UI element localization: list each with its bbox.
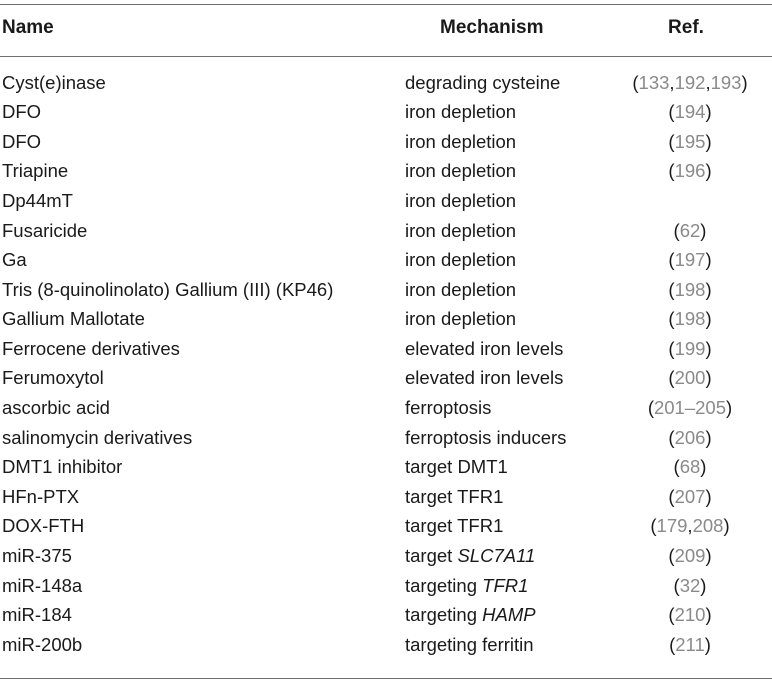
cell-mechanism: [405, 512, 600, 542]
cell-mechanism: [405, 364, 600, 394]
table-row: [0, 542, 772, 572]
table-row: [0, 453, 772, 483]
cell-ref: (206): [668, 426, 712, 448]
cell-ref: (209): [668, 545, 712, 567]
table-row: [0, 246, 772, 276]
mechanism-text: target TFR1: [405, 515, 504, 537]
table-row: [0, 601, 772, 631]
cell-ref: (201–205): [647, 397, 733, 419]
ref-separator: ,: [669, 71, 675, 93]
mechanism-text: elevated iron levels: [405, 337, 564, 359]
cell-mechanism: [405, 601, 600, 631]
ref-link[interactable]: 207: [674, 485, 706, 507]
cell-mechanism: [405, 127, 600, 157]
cell-mechanism: [405, 305, 600, 335]
table-row: [0, 305, 772, 335]
cell-name: miR-375: [2, 545, 72, 567]
table-row: [0, 423, 772, 453]
table-row: [0, 127, 772, 157]
header-row: [0, 0, 772, 56]
mechanism-text: iron depletion: [405, 101, 517, 123]
table-row: [0, 394, 772, 424]
cell-ref: (133,192,193): [632, 71, 748, 93]
cell-mechanism: [405, 571, 600, 601]
bottom-rule: [0, 678, 772, 679]
mechanism-text: iron depletion: [405, 130, 517, 152]
cell-mechanism: [405, 482, 600, 512]
cell-mechanism: [405, 98, 600, 128]
cell-mechanism: [405, 157, 600, 187]
cell-ref: (211): [669, 633, 711, 655]
table-row: [0, 364, 772, 394]
table-row: [0, 216, 772, 246]
mechanism-text: iron depletion: [405, 189, 517, 211]
ref-link[interactable]: 211: [675, 633, 705, 655]
mechanism-text: iron depletion: [405, 308, 517, 330]
cell-name: miR-184: [2, 604, 72, 626]
cell-mechanism: [405, 334, 600, 364]
cell-name: miR-200b: [2, 633, 83, 655]
mechanism-text: ferroptosis: [405, 397, 492, 419]
cell-mechanism: [405, 394, 600, 424]
mechanism-text: target DMT1: [405, 456, 508, 478]
mechanism-gene-italic: SLC7A11: [457, 545, 536, 567]
cell-name: Fusaricide: [2, 219, 88, 241]
mechanism-text: iron depletion: [405, 278, 517, 300]
ref-link[interactable]: 210: [674, 604, 706, 626]
cell-ref: (200): [668, 367, 712, 389]
cell-ref: (207): [668, 485, 712, 507]
header-mechanism: Mechanism: [440, 17, 544, 38]
cell-ref: (62): [673, 219, 707, 241]
table-row: [0, 482, 772, 512]
table-body: [0, 56, 772, 660]
mechanism-text: target TFR1: [405, 485, 504, 507]
ref-link[interactable]: 201–205: [653, 397, 727, 419]
cell-name: Ferrocene derivatives: [2, 337, 180, 359]
ref-separator: ,: [705, 71, 711, 93]
cell-ref: (179,208): [650, 515, 730, 537]
ref-link[interactable]: 62: [679, 219, 701, 241]
cell-ref: (198): [668, 278, 712, 300]
ref-link[interactable]: 32: [679, 574, 701, 596]
header-name: Name: [2, 17, 54, 38]
ref-link[interactable]: 133: [638, 71, 670, 93]
ref-link[interactable]: 194: [674, 101, 706, 123]
mechanism-text: iron depletion: [405, 249, 517, 271]
cell-name: Ga: [2, 249, 27, 271]
mechanism-text: iron depletion: [405, 219, 517, 241]
cell-mechanism: [405, 186, 600, 216]
cell-name: Gallium Mallotate: [2, 308, 145, 330]
cell-name: HFn-PTX: [2, 485, 80, 507]
ref-link[interactable]: 208: [692, 515, 724, 537]
table-row: [0, 186, 772, 216]
ref-link[interactable]: 193: [710, 71, 742, 93]
ref-link[interactable]: 199: [674, 337, 706, 359]
cell-mechanism: [405, 216, 600, 246]
table-row: [0, 512, 772, 542]
cell-ref: (195): [668, 130, 712, 152]
cell-name: Cyst(e)inase: [2, 71, 106, 93]
ref-link[interactable]: 206: [674, 426, 706, 448]
ref-link[interactable]: 196: [674, 160, 706, 182]
cell-ref: (197): [668, 249, 712, 271]
ref-link[interactable]: 197: [674, 249, 706, 271]
mechanism-text: ferroptosis inducers: [405, 426, 567, 448]
mechanism-gene-italic: HAMP: [482, 604, 536, 626]
table-row: [0, 334, 772, 364]
cell-mechanism: [405, 246, 600, 276]
cell-mechanism: [405, 453, 600, 483]
cell-mechanism: [405, 423, 600, 453]
table-row: [0, 157, 772, 187]
header-ref: Ref.: [668, 17, 704, 38]
cell-ref: (199): [668, 337, 712, 359]
cell-name: Ferumoxytol: [2, 367, 104, 389]
cell-ref: (68): [673, 456, 707, 478]
spacer-row: [0, 56, 772, 68]
mechanism-text: targeting: [405, 574, 483, 596]
cell-name: DFO: [2, 130, 42, 152]
cell-ref: (196): [668, 160, 712, 182]
mechanism-text: iron depletion: [405, 160, 517, 182]
cell-name: salinomycin derivatives: [2, 426, 193, 448]
ref-link[interactable]: 209: [674, 545, 706, 567]
cell-mechanism: [405, 630, 600, 660]
cell-name: Triapine: [2, 160, 69, 182]
cell-ref: (210): [668, 604, 712, 626]
ref-separator: ,: [687, 515, 693, 537]
table-row: [0, 275, 772, 305]
mechanism-text: target: [405, 545, 458, 567]
cell-name: DOX-FTH: [2, 515, 85, 537]
cell-mechanism: [405, 275, 600, 305]
table-row: [0, 98, 772, 128]
cell-ref: (194): [668, 101, 712, 123]
cell-ref: (32): [673, 574, 707, 596]
cell-name: ascorbic acid: [2, 397, 110, 419]
cell-mechanism: [405, 68, 600, 98]
table-row: [0, 630, 772, 660]
ref-link[interactable]: 198: [674, 308, 706, 330]
table-header: [0, 0, 772, 56]
mechanism-gene-italic: TFR1: [482, 574, 529, 596]
cell-name: miR-148a: [2, 574, 83, 596]
mechanism-text: targeting: [405, 604, 483, 626]
ref-link[interactable]: 68: [679, 456, 701, 478]
mechanism-text: targeting ferritin: [405, 633, 534, 655]
mechanism-text: degrading cysteine: [405, 71, 561, 93]
table-row: [0, 68, 772, 98]
ref-link[interactable]: 192: [674, 71, 706, 93]
ref-link[interactable]: 179: [656, 515, 688, 537]
mechanism-text: elevated iron levels: [405, 367, 564, 389]
cell-name: DFO: [2, 101, 42, 123]
cell-ref: (198): [668, 308, 712, 330]
ref-link[interactable]: 200: [674, 367, 706, 389]
cell-name: DMT1 inhibitor: [2, 456, 123, 478]
cell-mechanism: [405, 542, 600, 572]
ref-link[interactable]: 195: [674, 130, 706, 152]
cell-name: Tris (8-quinolinolato) Gallium (III) (KP46): [2, 278, 334, 300]
cell-name: Dp44mT: [2, 189, 73, 211]
ref-link[interactable]: 198: [674, 278, 706, 300]
table-row: [0, 571, 772, 601]
cell-ref: [600, 186, 772, 216]
